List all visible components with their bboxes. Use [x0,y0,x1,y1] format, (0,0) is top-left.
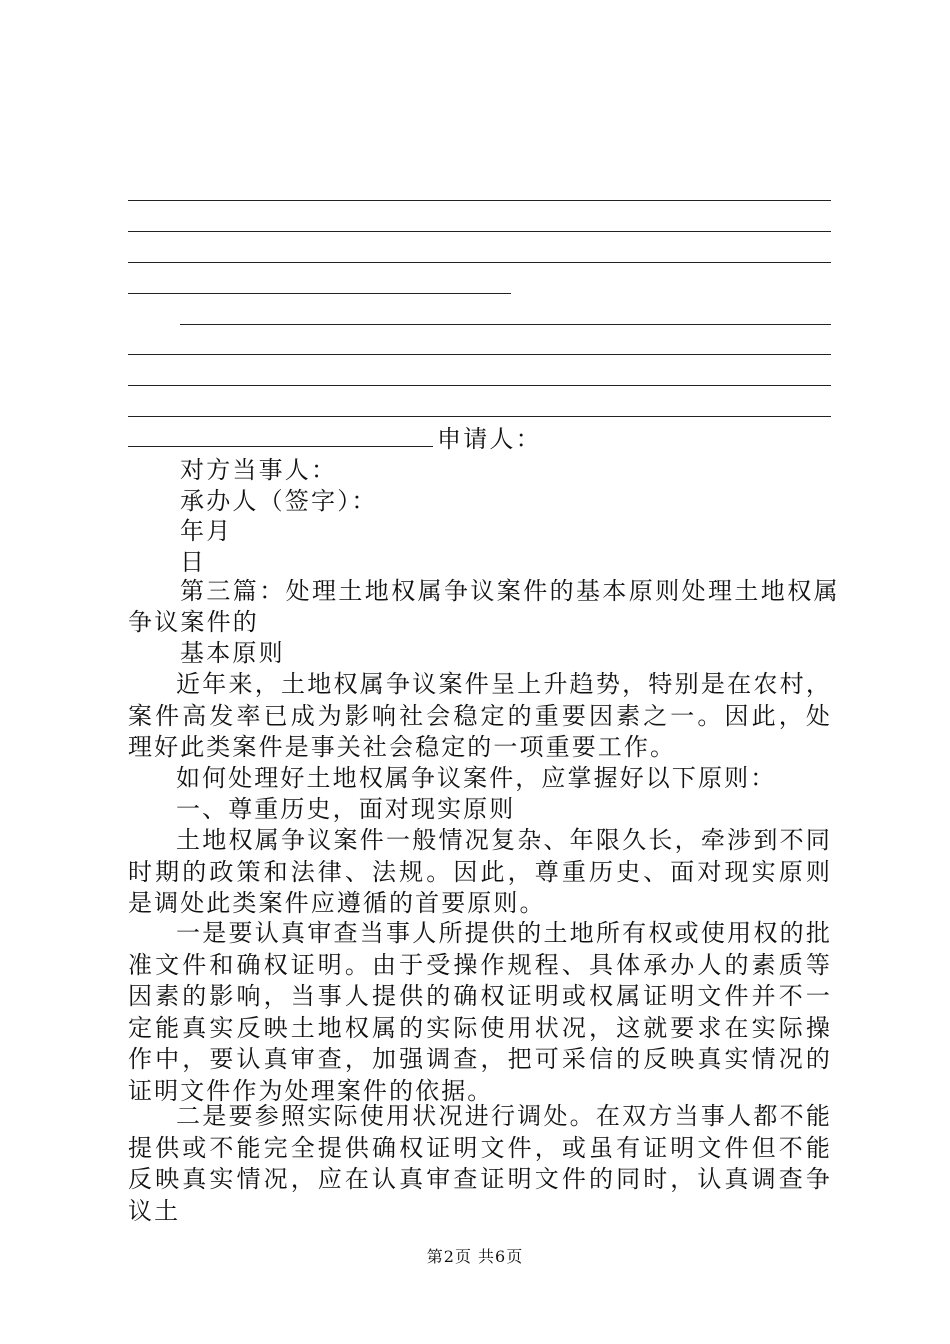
blank-line [128,231,831,232]
opposing-party-label: 对方当事人： [180,456,338,484]
paragraph: 近年来，土地权属争议案件呈上升趋势，特别是在农村，案件高发率已成为影响社会稳定的重要因素之一。因此，处理好此类案件是事关社会稳定的一项重要工作。 [128,670,832,761]
paragraph: 土地权属争议案件一般情况复杂、年限久长，牵涉到不同时期的政策和法律、法规。因此，尊重历史、面对现实原则是调处此类案件应遵循的首要原则。 [128,826,832,917]
section-heading: 一、尊重历史，面对现实原则 [176,795,516,823]
year-month-label: 年月 [180,517,233,545]
paragraph: 二是要参照实际使用状况进行调处。在双方当事人都不能提供或不能完全提供确权证明文件，或虽有证明文件但不能反映真实情况，应在认真审查证明文件的同时，认真调查争议土 [128,1102,832,1225]
blank-line [128,354,831,355]
article-title-line1: 第三篇：处理土地权属争议案件的基本原则处理土地权属 [180,577,840,605]
page-number: 第2页 共6页 [426,1247,524,1266]
article-subtitle: 基本原则 [180,639,285,667]
blank-line [128,446,433,447]
blank-line [128,293,511,294]
paragraph: 如何处理好土地权属争议案件，应掌握好以下原则： [176,764,777,792]
handler-signature-label: 承办人（签字）： [180,487,378,515]
blank-line [128,416,831,417]
applicant-label: 申请人： [437,425,542,453]
blank-line [128,262,831,263]
blank-line [180,324,831,325]
blank-line [128,385,831,386]
article-title-line2: 争议案件的 [128,608,259,636]
paragraph: 一是要认真审查当事人所提供的土地所有权或使用权的批准文件和确权证明。由于受操作规程、具体承办人的素质等因素的影响，当事人提供的确权证明或权属证明文件并不一定能真实反映土地权属的实际使用状况，这就要求在实际操作中，要认真审查，加强调查，把可采信的反映真实情况的证明文件作为处理案件的依据。 [128,919,832,1105]
day-label: 日 [180,548,207,576]
blank-line [128,200,831,201]
